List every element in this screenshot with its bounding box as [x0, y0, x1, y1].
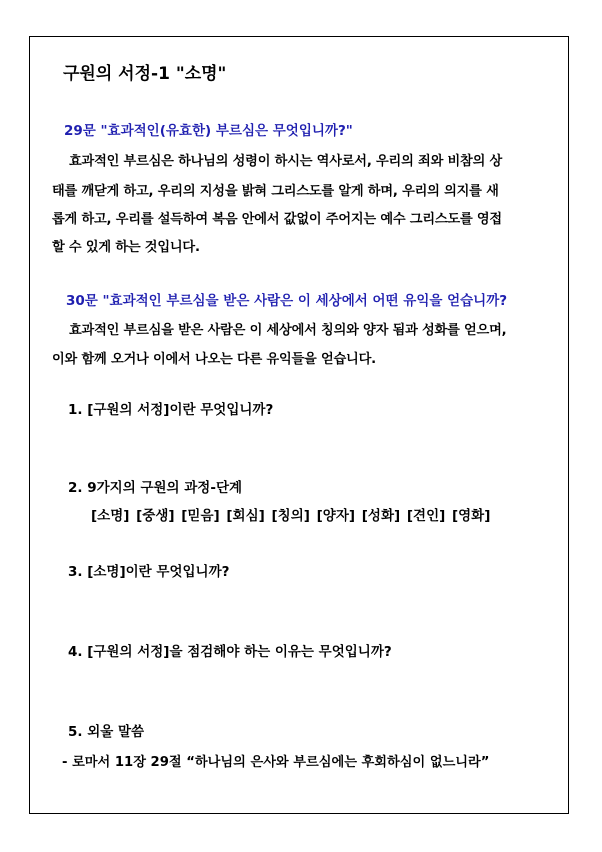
item-2: 2. 9가지의 구원의 과정-단계 [68, 480, 243, 496]
q30-answer-line-2: 이와 함께 오거나 이에서 나오는 다른 유익들을 얻습니다. [52, 352, 376, 367]
q29-answer-line-1: 효과적인 부르심은 하나님의 성령이 하시는 역사로서, 우리의 죄와 비참의 상 [69, 154, 503, 169]
page-title: 구원의 서정-1 "소명" [63, 64, 227, 84]
q29-answer-line-2: 태를 깨닫게 하고, 우리의 지성을 밝혀 그리스도를 알게 하며, 우리의 의지를 새 [52, 184, 499, 199]
item-5: 5. 외울 말씀 [68, 724, 145, 740]
item-1: 1. [구원의 서정]이란 무엇입니까? [68, 402, 274, 418]
salvation-steps: [소명] [중생] [믿음] [회심] [칭의] [양자] [성화] [견인] [영화] [91, 508, 491, 524]
memory-verse: - 로마서 11장 29절 “하나님의 은사와 부르심에는 후회하심이 없느니라” [62, 755, 490, 770]
q29-heading: 29문 "효과적인(유효한) 부르심은 무엇입니까?" [64, 123, 353, 139]
q30-answer-line-1: 효과적인 부르심을 받은 사람은 이 세상에서 칭의와 양자 됨과 성화를 얻으며, [69, 323, 507, 338]
q29-answer-line-4: 할 수 있게 하는 것입니다. [52, 240, 200, 255]
item-4: 4. [구원의 서정]을 점검해야 하는 이유는 무엇입니까? [68, 644, 392, 660]
item-3: 3. [소명]이란 무엇입니까? [68, 564, 230, 580]
q30-heading: 30문 "효과적인 부르심을 받은 사람은 이 세상에서 어떤 유익을 얻습니까? [66, 293, 508, 309]
q29-answer-line-3: 롭게 하고, 우리를 설득하여 복음 안에서 값없이 주어지는 예수 그리스도를 영접 [52, 212, 502, 227]
